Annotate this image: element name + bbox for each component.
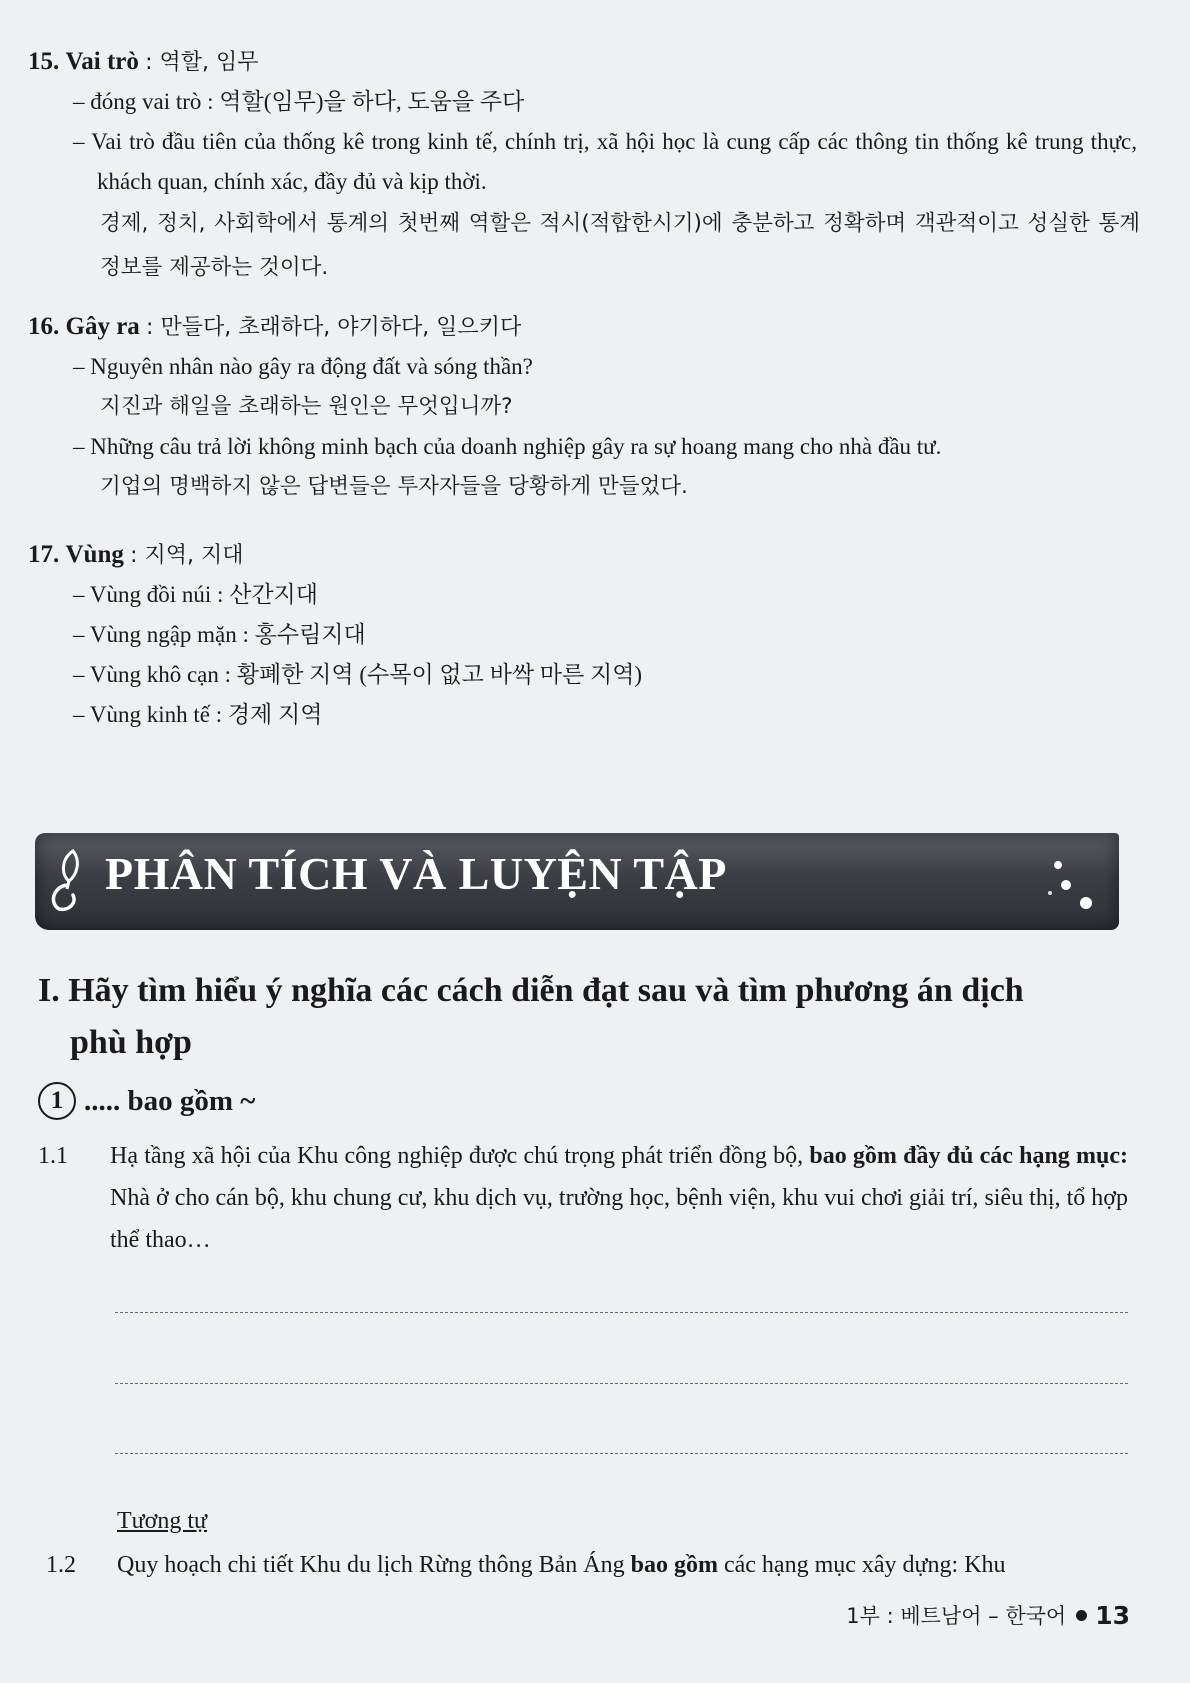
example-line: – Vai trò đầu tiên của thống kê trong kinh tế, chính trị, xã hội học là cung cấp các thông tin thống kê trung thực, khách quan, chính xác, đầy đủ và kịp thời. [73, 129, 1137, 194]
exercise-number: 1.2 [46, 1552, 76, 1578]
section-title: I. Hãy tìm hiểu ý nghĩa các cách diễn đạt sau và tìm phương án dịch phù hợp [38, 972, 1024, 1061]
vocab-entry-16 [28, 308, 1118, 507]
part-label: 1부 : 베트남어 – 한국어 [846, 1604, 1067, 1628]
leaf-icon [43, 845, 93, 917]
example-line: – Vùng khô cạn : 황폐한 지역 (수목이 없고 바싹 마른 지역) [73, 662, 643, 687]
exercise-1-1 [38, 1135, 1128, 1261]
entry-number: 15. [28, 48, 60, 75]
korean-translation: 지진과 해일을 초래하는 원인은 무엇입니까? [100, 394, 513, 419]
example-line: – Những câu trả lời không minh bạch của doanh nghiệp gây ra sự hoang mang cho nhà đầu tư. [73, 434, 942, 459]
dots-ornament-icon [1044, 855, 1099, 915]
bullet-dot-icon [1076, 1610, 1087, 1621]
entry-heading [28, 536, 1118, 575]
subsection-heading [38, 1082, 255, 1120]
answer-line-2[interactable] [115, 1383, 1128, 1384]
example-line: – Vùng ngập mặn : 홍수림지대 [73, 622, 366, 647]
entry-meaning: : 역할, 임무 [145, 50, 259, 75]
page-number: 13 [1095, 1600, 1130, 1630]
entry-meaning: : 지역, 지대 [130, 543, 244, 568]
circled-number: 1 [38, 1082, 76, 1120]
example-line: – Vùng kinh tế : 경제 지역 [73, 702, 323, 727]
entry-meaning: : 만들다, 초래하다, 야기하다, 일으키다 [146, 315, 522, 340]
banner-title: PHÂN TÍCH VÀ LUYỆN TẬP [105, 848, 727, 899]
entry-heading [28, 43, 1118, 82]
subsection-label: ..... bao gồm ~ [84, 1084, 256, 1117]
answer-line-1[interactable] [115, 1312, 1128, 1313]
entry-number: 17. [28, 541, 60, 568]
example-line: – Nguyên nhân nào gây ra động đất và sóng thần? [73, 354, 533, 379]
korean-translation: 경제, 정치, 사회학에서 통계의 첫번째 역할은 적시(적합한시기)에 충분하고 정확하며 객관적이고 성실한 통계정보를 제공하는 것이다. [100, 211, 1140, 280]
korean-translation: 기업의 명백하지 않은 답변들은 투자자들을 당황하게 만들었다. [100, 474, 688, 499]
entry-number: 16. [28, 313, 60, 340]
example-line: – đóng vai trò : 역할(임무)을 하다, 도움을 주다 [73, 89, 525, 114]
answer-line-3[interactable] [115, 1453, 1128, 1454]
page-footer [846, 1600, 1130, 1630]
exercise-1-2 [38, 1544, 1128, 1586]
vocab-entry-15 [28, 43, 1140, 290]
exercise-text: Hạ tầng xã hội của Khu công nghiệp được chú trọng phát triển đồng bộ, bao gồm đầy đủ các hạng mục: Nhà ở cho cán bộ, khu chung cư, khu dịch vụ, trường học, bệnh viện, khu vui chơi giải trí, siêu thị, tổ hợp thể thao… [110, 1143, 1128, 1253]
exercise-number: 1.1 [38, 1143, 68, 1169]
similar-label: Tương tự [117, 1508, 208, 1534]
entry-heading [28, 308, 1118, 347]
entry-word: Vai trò [65, 48, 139, 75]
entry-word: Gây ra [65, 313, 140, 340]
vocab-entry-17 [28, 536, 1118, 735]
entry-word: Vùng [65, 541, 124, 568]
example-line: – Vùng đồi núi : 산간지대 [73, 582, 318, 607]
exercise-text: Quy hoạch chi tiết Khu du lịch Rừng thông Bản Áng bao gồm các hạng mục xây dựng: Khu [117, 1552, 1006, 1578]
section-banner [35, 833, 1119, 930]
